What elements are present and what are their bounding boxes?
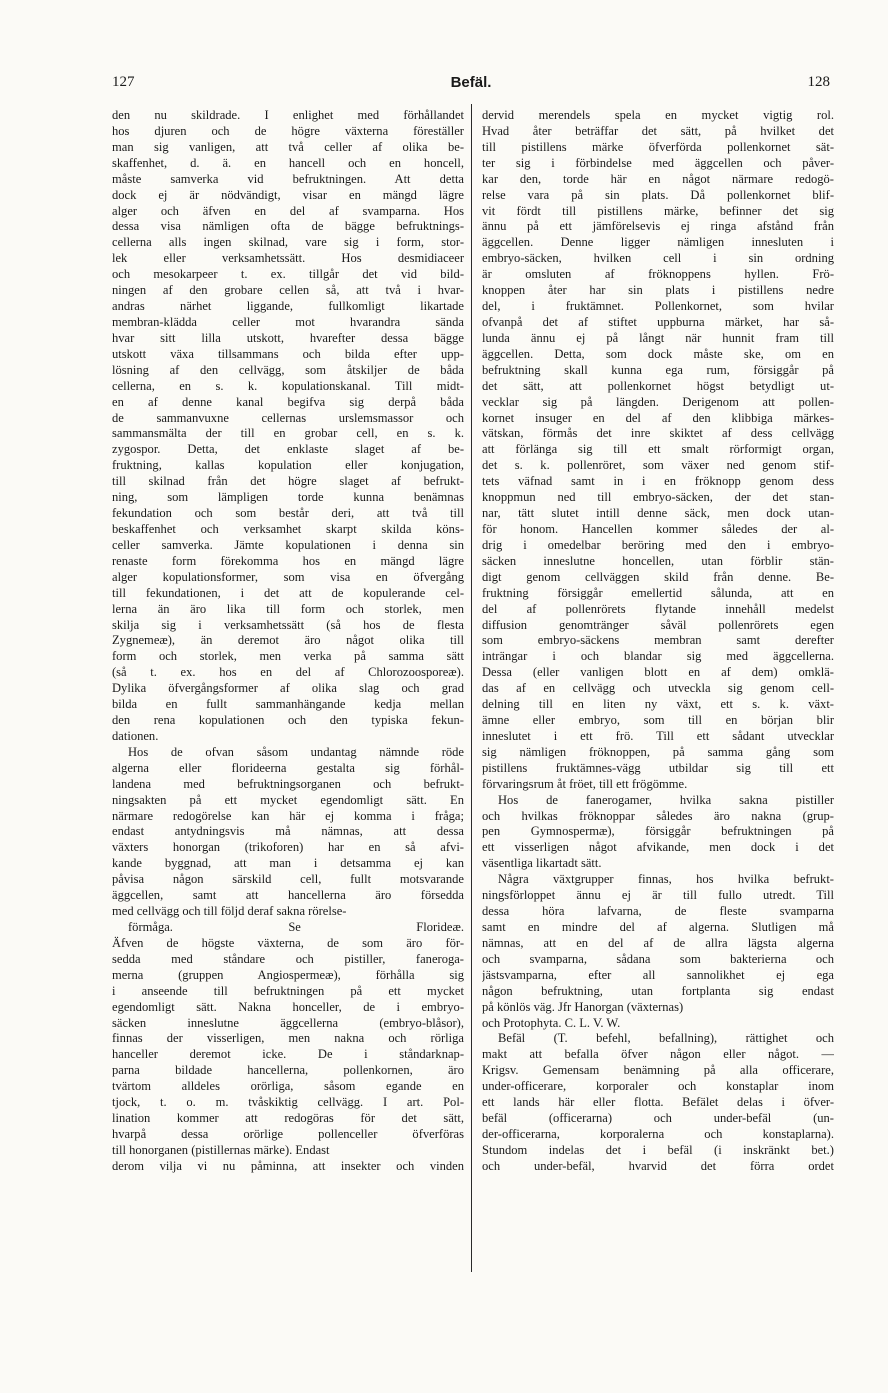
right-column-line: Några växtgrupper finnas, hos hvilka befrukt- xyxy=(498,872,834,887)
left-column-line: den nu skildrade. I enlighet med förhållandet xyxy=(112,108,464,122)
running-title: Befäl. xyxy=(450,74,492,91)
right-column-line: vecklar sig på längden. Derigenom att pollen- xyxy=(482,394,834,409)
left-column-line: man sig vanligen, att två celler af olika be- xyxy=(112,139,464,154)
left-column-line: till fekundationen, i det att de kopulerande cel- xyxy=(112,585,464,600)
right-column-line: Stundom indelas det i befäl (i inskränkt bet.) xyxy=(482,1142,834,1157)
left-column-line: ningen af den grobare cellen så, att två i hvar- xyxy=(112,283,464,298)
right-column-line: inträngar i och blandar sig med äggcellerna. xyxy=(482,649,834,664)
left-column-line: hvarpå dessa orörlige pollenceller öfverföras xyxy=(112,1127,464,1141)
right-column-line: ämne eller embryo, som till en början blir xyxy=(482,713,834,728)
right-column-line: att förlänga sig till ett smalt rörformigt organ, xyxy=(482,442,834,457)
left-column-line: ning, som lämpligen torde kunna benämnas xyxy=(112,490,464,505)
left-column-line: dationen. xyxy=(112,728,159,743)
left-column-line: säcken inneslutne äggcellerna (embryo-blåsor), xyxy=(112,1015,464,1030)
left-column-line: hvar sitt lilla utskott, hvarefter dessa bägge xyxy=(112,330,464,345)
right-column-line: jästsvamparna, efter all sannolikhet ej ega xyxy=(482,967,834,982)
right-column-line: och under-befäl, hvarvid det förra ordet xyxy=(482,1158,834,1173)
left-column-line: dock ej är nödvändigt, visar en mängd lägre xyxy=(112,187,464,202)
right-column-line: knoppmun ned till embryo-säcken, der det stan- xyxy=(482,490,834,505)
left-column-line: äggcellen, samt att hancellerna äro försedda xyxy=(112,888,464,903)
right-column-line: ningsförloppet ännu ej är till fullo utredt. Till xyxy=(482,888,834,903)
left-column-line: dessa visa nämligen ofta de bägge befruktnings- xyxy=(112,219,464,234)
left-column-line: hanceller deremot icke. De i ståndarknap- xyxy=(112,1047,464,1062)
right-column-line: det sätt, att pollenkornet högst betydligt ut- xyxy=(482,378,834,393)
left-column-line: sedda med ståndare och pistiller, faneroga- xyxy=(112,951,464,966)
right-column-line: som embryo-säckens membran samt derefter xyxy=(482,633,834,648)
left-column-line: renaste form förekomma hos en mängd lägre xyxy=(112,553,464,568)
left-column-line: alger och äfven en del af svamparna. Hos xyxy=(112,203,464,218)
right-column-line: äggcellen. Detta, som dock måste ske, om en xyxy=(482,346,834,361)
left-column-line: (så t. ex. hos en del af Chlorozoosporeæ). xyxy=(112,665,464,680)
right-column-line: befäl (officerarna) och under-befäl (un- xyxy=(482,1111,834,1126)
right-column-line: till pistillens märke öfverförda pollenkornet sät- xyxy=(482,139,834,154)
left-column-line: närmare redogörelse kan här ej komma i fråga; xyxy=(112,808,464,823)
left-column-line: måste samverka vid befruktningen. Att detta xyxy=(112,171,464,186)
left-column-line: Dylika öfvergångsformer af olika slag och grad xyxy=(112,681,464,696)
left-column-line: påvisa någon särskild cell, fullt motsvarande xyxy=(112,872,464,887)
left-column-line: beskaffenhet och verksamhet skarpt skilda köns- xyxy=(112,521,464,536)
left-column-line: Zygnemeæ), än deremot äro något olika till xyxy=(112,633,464,648)
right-column-line: del af pollenrörets flytande innehåll medelst xyxy=(482,601,834,616)
left-column-line: kande byggnad, att man i detsamma ej kan xyxy=(112,856,464,871)
right-column-line: säcken inneslutne honcellen, utan förblir stän- xyxy=(482,553,834,568)
right-column-line: är omsluten af fröknoppens hyllen. Frö- xyxy=(482,267,834,282)
right-column-line: drig i omedelbar beröring med den i embryo- xyxy=(482,537,834,552)
left-column-line: med cellvägg och till följd deraf sakna rörelse- xyxy=(112,904,347,919)
right-column-line: ännu på ett jämförelsevis ej ringa afstånd från xyxy=(482,219,834,234)
right-page-number: 128 xyxy=(807,74,830,90)
right-column-line: på könlös väg. Jfr Hanorgan (växternas) xyxy=(482,999,684,1014)
right-column-line: makt att befalla öfver någon eller något. — xyxy=(482,1047,834,1062)
left-column-line: finnas der visserligen, men nakna och rörliga xyxy=(112,1031,464,1046)
left-column-line: Äfven de högste växterna, de som äro för- xyxy=(112,935,464,950)
right-column-line: diffusion genomtränger såväl pollenrörets egen xyxy=(482,617,834,632)
right-column-line: sig nämligen fröknoppen, på samma gång som xyxy=(482,744,834,759)
left-column-line: tvärtom alldeles orörliga, såsom egande en xyxy=(112,1079,464,1094)
left-column-line: sammansmälta der till en grobar cell, en s. k. xyxy=(112,426,464,441)
right-column-line: Dessa (eller vanligen blott en af dem) omklä- xyxy=(482,665,834,680)
right-column-line: Befäl (T. befehl, befallning), rättighet och xyxy=(498,1031,834,1046)
right-column-line: och svamparna, sådana som bakterierna och xyxy=(482,951,834,966)
right-column-line: dervid merendels spela en mycket vigtig rol. xyxy=(482,108,834,122)
right-column-line: Hvad åter beträffar det sätt, på hvilket det xyxy=(482,123,834,138)
right-column-line: vit fördt till pistillens märke, befinner det sig xyxy=(482,203,834,218)
right-column-line: delning till en liten ny växt, ett s. k. växt- xyxy=(482,697,834,712)
left-column-line: den rena kopulationen och den typiska fekun- xyxy=(112,713,464,728)
left-column-line: parna bildade hancellerna, pollenkornen, äro xyxy=(112,1063,464,1078)
right-column-line: knoppen åter har sin plats i pistillens nedre xyxy=(482,283,834,298)
right-column-line: för honom. Hancellen kommer således der al- xyxy=(482,521,834,536)
right-column-line: lunda ännu ej på långt när hunnit fram till xyxy=(482,330,834,345)
right-column-line: och Protophyta. C. L. V. W. xyxy=(482,1015,621,1030)
right-column-line: Krigsv. Gemensam benämning på alla officerare, xyxy=(482,1063,834,1078)
right-column-line: das af en cellvägg och utveckla sig genom cell- xyxy=(482,681,834,696)
right-column-line: embryo-säcken, hvilken cell i sin ordning xyxy=(482,251,834,266)
right-column-line: fruktning försiggår emellertid sålunda, att en xyxy=(482,585,834,600)
left-column-line: i anseende till befruktningen på ett mycket xyxy=(112,983,464,998)
right-column-line: väsentliga likartadt sätt. xyxy=(482,856,602,871)
right-column-line: pistillens fruktämnes-vägg utbildar sig till ett xyxy=(482,760,834,775)
left-column-line: zygospor. Detta, det enklaste slaget af be- xyxy=(112,442,464,457)
left-column-line: membran-klädda celler mot hvarandra sända xyxy=(112,314,464,329)
left-column-line: lösning af den cellvägg, som åtskiljer de båda xyxy=(112,362,464,377)
right-column-line: samt en mindre del af algerna. Slutligen må xyxy=(482,920,834,935)
left-column-line: hos djuren och de högre växterna föreställer xyxy=(112,123,464,138)
left-column-line: bilda en fullt sammanhängande kedja mellan xyxy=(112,697,464,712)
left-column-line: lek eller verksamhetssätt. Hos desmidiaceer xyxy=(112,251,464,266)
left-column-line: lination kommer att redogöras för det sätt, xyxy=(112,1111,464,1126)
left-column-line: merna (gruppen Angiospermeæ), förhålla sig xyxy=(112,967,464,982)
left-column-line: en af denne kanal begifva sig derpå båda xyxy=(112,394,464,409)
column-divider xyxy=(471,104,472,1272)
left-column-line: tjock, t. o. m. tvåskiktig cellvägg. I art. Pol- xyxy=(112,1095,464,1110)
right-column-line: och hvilkas fröknoppar således äro nakna (grup- xyxy=(482,808,834,823)
left-column-line: derom vilja vi nu påminna, att insekter och vinden xyxy=(112,1158,464,1173)
left-column-line: celler samverka. Jämte kopulationen i denna sin xyxy=(112,537,464,552)
right-column-line: förvaringsrum åt fröet, till ett frögömme. xyxy=(482,776,688,791)
left-column-line: och mesokarpeer t. ex. tillgår det vid bild- xyxy=(112,267,464,282)
left-text-column xyxy=(112,108,464,1175)
left-column-line: växters honorgan (trikoforen) har en så afvi- xyxy=(112,840,464,855)
right-text-column xyxy=(482,108,834,1175)
right-column-line: kornet insuger en del af den klibbiga märkes- xyxy=(482,410,834,425)
right-column-line: det s. k. pollenröret, som växer ned genom stif- xyxy=(482,458,834,473)
left-column-line: endast antydningsvis må nämnas, att dessa xyxy=(112,824,464,839)
left-column-line: till skilnad från det högre slaget af befrukt- xyxy=(112,474,464,489)
left-column-line: de sammanvuxne cellernas urslemsmassor och xyxy=(112,410,464,425)
left-column-line: andras närhet liggande, fullkomligt likartade xyxy=(112,299,464,314)
page-header xyxy=(112,74,830,96)
left-page-number: 127 xyxy=(112,74,135,90)
right-column-line: ter sig i förbindelse med äggcellen och påver- xyxy=(482,155,834,170)
left-column-line: fruktning, kallas kopulation eller konjugation, xyxy=(112,458,464,473)
right-column-line: ofvanpå det af stiftet uppburna märket, har så- xyxy=(482,314,834,329)
right-column-line: inneslutet i ett frö. Till ett sådant utvecklar xyxy=(482,728,834,743)
right-column-line: relse vara på sin plats. Då pollenkornet blif- xyxy=(482,187,834,202)
left-column-line: förmåga. Se Florideæ. xyxy=(128,920,464,935)
left-column-line: algerna eller florideerna gestalta sig förhål- xyxy=(112,760,464,775)
left-column-line: skaffenhet, d. ä. en hancell och en honcell, xyxy=(112,155,464,170)
left-column-line: utskott växa tillsammans och bilda efter upp- xyxy=(112,346,464,361)
right-column-line: del, i fruktämnet. Pollenkornet, som hvilar xyxy=(482,299,834,314)
right-column-line: någon befruktning, utan fortplanta sig endast xyxy=(482,983,834,998)
left-column-line: landena med befruktningsorganen och befrukt- xyxy=(112,776,464,791)
right-column-line: dessa höra lafvarna, de fleste svamparna xyxy=(482,904,834,919)
right-column-line: nämnas, att en del af de allra lägsta algerna xyxy=(482,935,834,950)
right-column-line: ett lands här eller flotta. Befälet delas i öfver- xyxy=(482,1095,834,1110)
left-column-line: cellerna alls ingen skilnad, vare sig i form, stor- xyxy=(112,235,464,250)
left-column-line: alger kopulationsformer, som visa en öfvergång xyxy=(112,569,464,584)
left-column-line: ningsakten på ett mycket egendomligt sätt. En xyxy=(112,792,464,807)
right-column-line: tets väfnad samt in i en fröknopp genom dess xyxy=(482,474,834,489)
right-column-line: under-officerare, korporaler och konstaplar inom xyxy=(482,1079,834,1094)
right-column-line: kar den, torde här en något närmare redogö- xyxy=(482,171,834,186)
left-column-line: till honorganen (pistillernas märke). Endast xyxy=(112,1142,330,1157)
right-column-line: vätskan, förmås det inre skiktet af dess cellvägg xyxy=(482,426,834,441)
left-column-line: egendomligt sätt. Nakna honceller, de i embryo- xyxy=(112,999,464,1014)
left-column-line: fekundation och som består deri, att två till xyxy=(112,506,464,521)
left-column-line: lerna än äro lika till form och storlek, men xyxy=(112,601,464,616)
right-column-line: nar, tätt slutet intill denne säck, men dock utan- xyxy=(482,506,834,521)
left-column-line: cellerna, en s. k. kopulationskanal. Till midt- xyxy=(112,378,464,393)
right-column-line: äggcellen. Denne ligger nämligen innesluten i xyxy=(482,235,834,250)
left-column-line: skilja sig i verksamhetssätt (så hos de flesta xyxy=(112,617,464,632)
right-column-line: digt genom cellväggen skild från denne. Be- xyxy=(482,569,834,584)
right-column-line: ett visserligen något afvikande, men dock i det xyxy=(482,840,834,855)
left-column-line: Hos de ofvan såsom undantag nämnde röde xyxy=(128,744,464,759)
left-column-line: form och storlek, men verka på samma sätt xyxy=(112,649,464,664)
right-column-line: pen Gymnospermæ), försiggår befruktningen på xyxy=(482,824,834,839)
right-column-line: der-officerarna, korporalerna och konstaplarna). xyxy=(482,1127,834,1141)
right-column-line: befruktning skall kunna ega rum, försiggår på xyxy=(482,362,834,377)
right-column-line: Hos de fanerogamer, hvilka sakna pistiller xyxy=(498,792,834,807)
